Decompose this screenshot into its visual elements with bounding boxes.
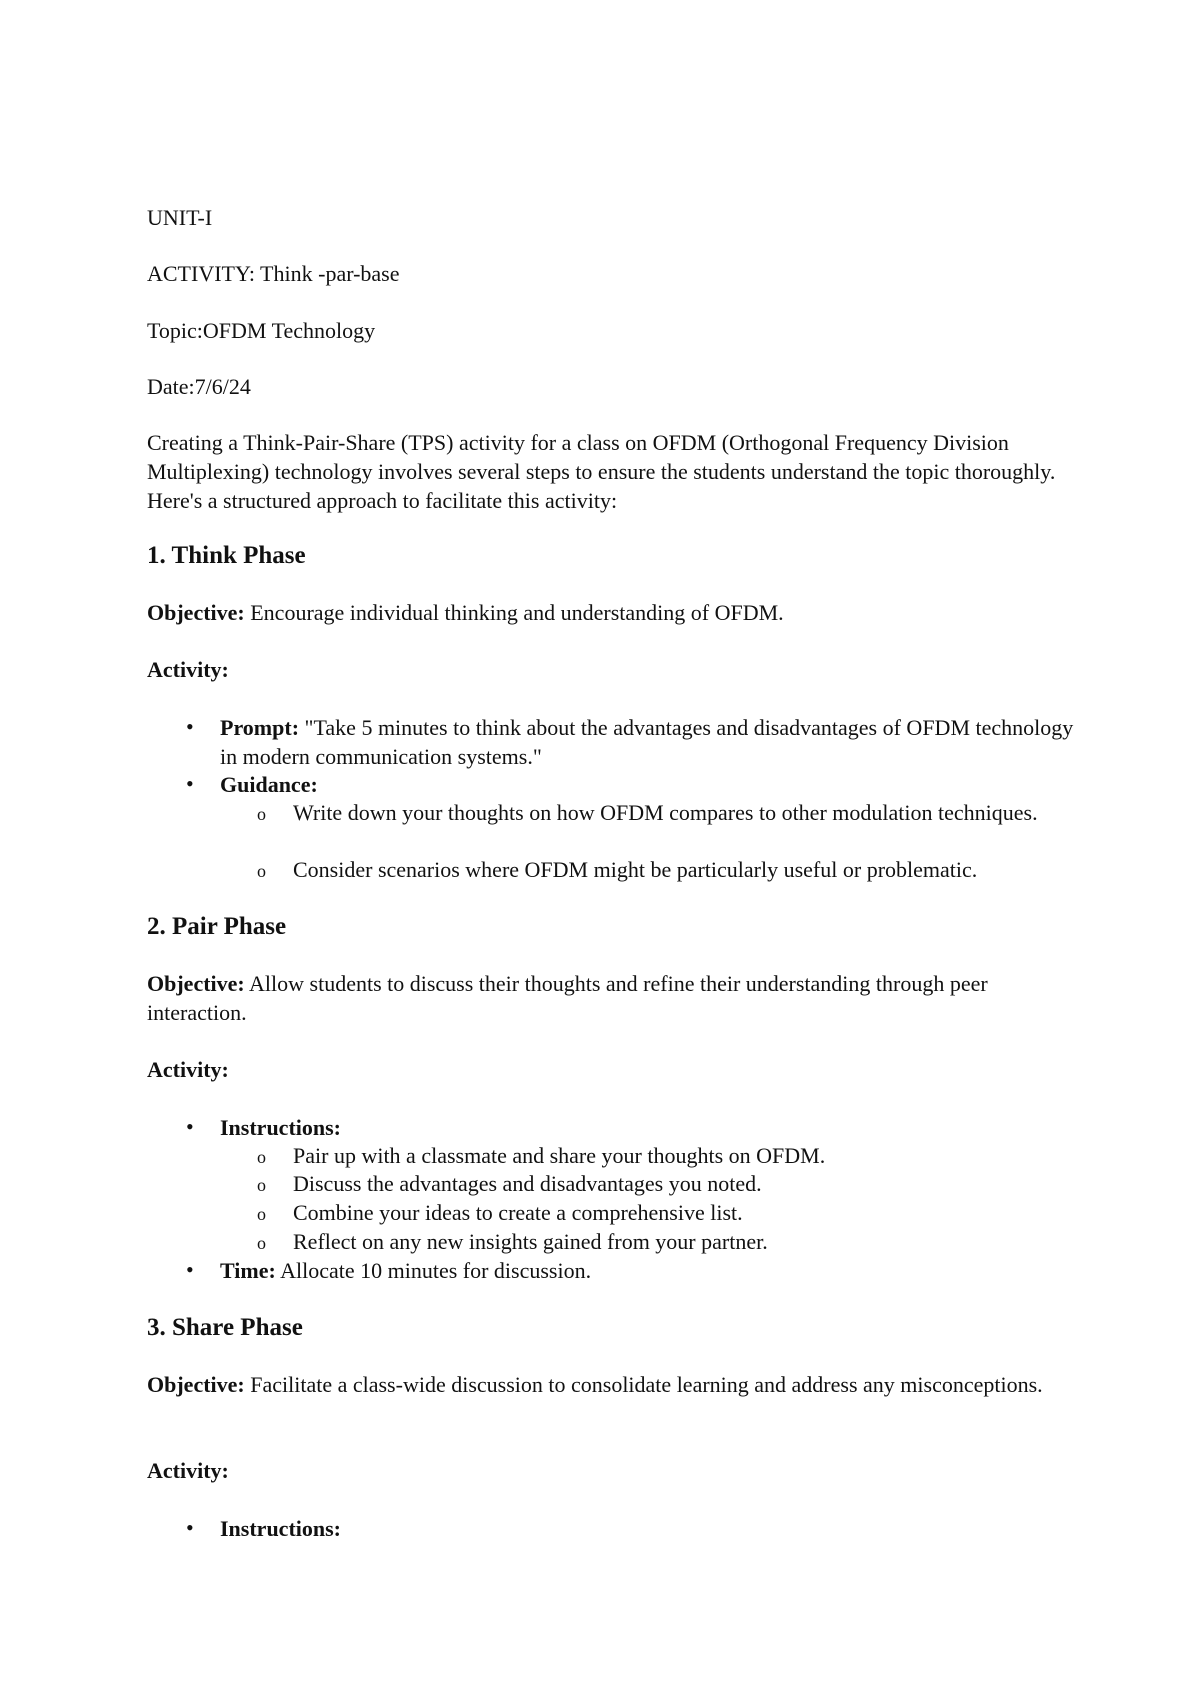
pair-objective: [147, 969, 1087, 1027]
share-activity-label: Activity:: [147, 1458, 229, 1483]
share-objective: [147, 1370, 1087, 1399]
pair-time-text: Allocate 10 minutes for discussion.: [275, 1258, 592, 1283]
share-objective-text: Facilitate a class-wide discussion to consolidate learning and address any misconceptions.: [244, 1372, 1043, 1397]
pair-instruction-item: Pair up with a classmate and share your thoughts on OFDM.: [293, 1143, 826, 1168]
bullet-marker: •: [186, 1257, 194, 1282]
pair-instructions-label: Instructions:: [220, 1115, 342, 1140]
think-objective-text: Encourage individual thinking and understanding of OFDM.: [244, 600, 784, 625]
pair-activity-label: Activity:: [147, 1057, 229, 1082]
sub-bullet-marker: o: [257, 1233, 266, 1253]
bullet-marker: •: [186, 714, 194, 739]
bullet-marker: •: [186, 1114, 194, 1139]
pair-time-label: Time:: [220, 1258, 276, 1283]
date-label: Date:7/6/24: [147, 374, 251, 399]
intro-paragraph: Creating a Think-Pair-Share (TPS) activity for a class on OFDM (Orthogonal Frequency Division Multiplexing) technology involves several steps to ensure the students understand the topic thoroughly. Here's a structured approach to facilitate this activity:: [147, 430, 1056, 513]
pair-phase-heading: 2. Pair Phase: [147, 913, 287, 940]
think-guidance-item: Write down your thoughts on how OFDM compares to other modulation techniques.: [293, 800, 1038, 825]
think-objective: [147, 598, 1087, 627]
think-objective-label: Objective:: [147, 600, 245, 625]
sub-bullet-marker: o: [257, 1204, 266, 1224]
bullet-marker: •: [186, 771, 194, 796]
activity-label: ACTIVITY: Think -par-base: [147, 261, 400, 286]
share-phase-heading: 3. Share Phase: [147, 1314, 303, 1341]
sub-bullet-marker: o: [257, 1147, 266, 1167]
share-instructions-label: Instructions:: [220, 1516, 342, 1541]
think-prompt-item: [220, 713, 1090, 771]
think-phase-heading: 1. Think Phase: [147, 542, 306, 569]
topic-label: Topic:OFDM Technology: [147, 318, 376, 343]
pair-instruction-item: Reflect on any new insights gained from your partner.: [293, 1229, 768, 1254]
pair-instruction-item: Combine your ideas to create a comprehensive list.: [293, 1200, 743, 1225]
sub-bullet-marker: o: [257, 861, 266, 881]
sub-bullet-marker: o: [257, 1175, 266, 1195]
think-activity-label: Activity:: [147, 657, 229, 682]
think-prompt-label: Prompt:: [220, 715, 300, 740]
pair-objective-label: Objective:: [147, 971, 245, 996]
think-prompt-text: "Take 5 minutes to think about the advantages and disadvantages of OFDM technology in modern communication systems.": [220, 715, 1074, 769]
think-guidance-item: Consider scenarios where OFDM might be particularly useful or problematic.: [293, 857, 978, 882]
share-objective-label: Objective:: [147, 1372, 245, 1397]
pair-objective-text: Allow students to discuss their thoughts and refine their understanding through peer interaction.: [147, 971, 988, 1025]
pair-time-item: [220, 1256, 1090, 1285]
think-guidance-label: Guidance:: [220, 772, 318, 797]
sub-bullet-marker: o: [257, 804, 266, 824]
unit-label: UNIT-I: [147, 205, 213, 230]
bullet-marker: •: [186, 1515, 194, 1540]
pair-instruction-item: Discuss the advantages and disadvantages you noted.: [293, 1171, 762, 1196]
